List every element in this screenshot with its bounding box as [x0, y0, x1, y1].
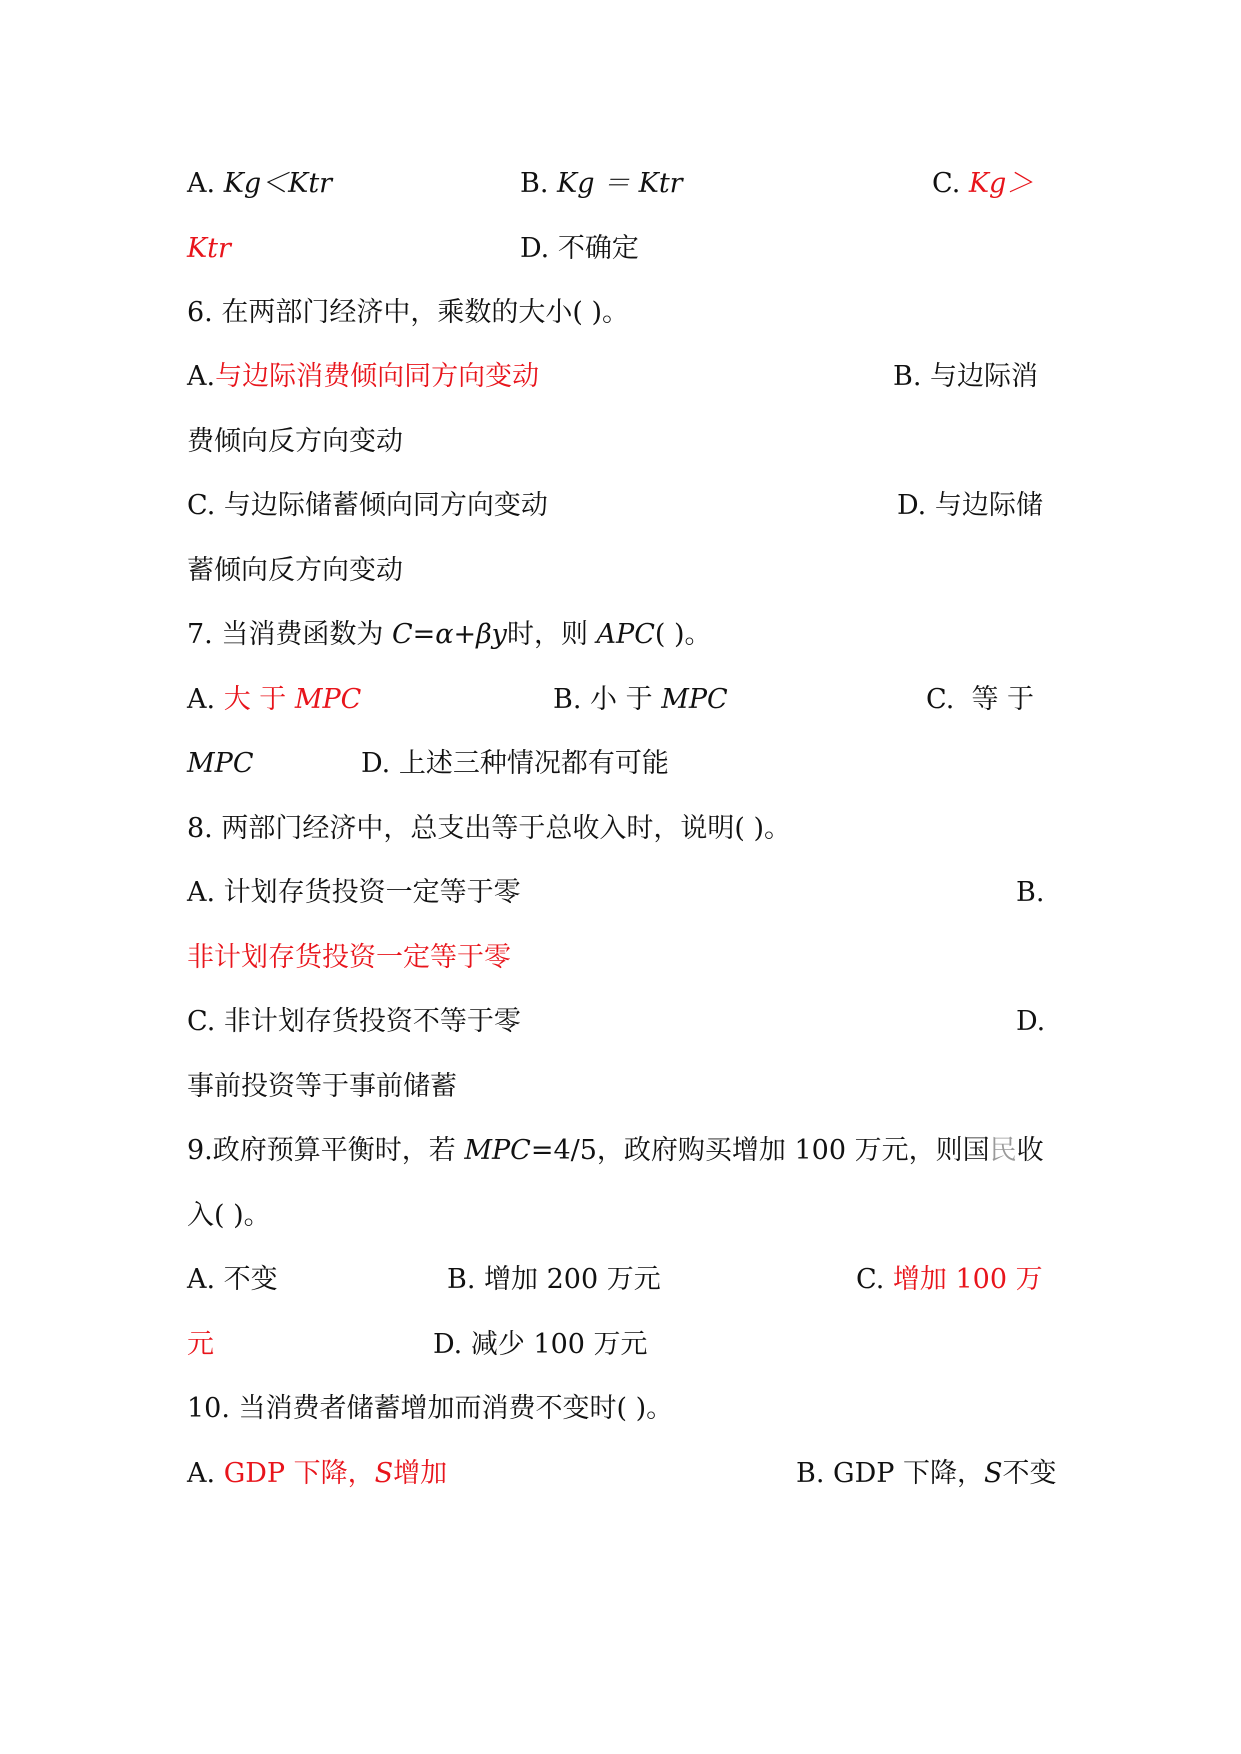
q9-options-line1 [187, 1260, 1067, 1300]
q7-option-b: B. 小 于 MPC [553, 684, 728, 715]
q8-option-d: 事前投资等于事前储蓄 [187, 1071, 457, 1102]
q9-stem-continuation: 入( )。 [187, 1200, 271, 1231]
q7-options-line1 [187, 680, 1067, 720]
q9-option-a: A. 不变 [187, 1264, 278, 1295]
q8-option-c: C. 非计划存货投资不等于零 [187, 1006, 521, 1037]
q6-option-b: B. 与边际消 [893, 361, 1039, 392]
q8-options-line3 [187, 1002, 1067, 1042]
q6-option-b-continuation: 费倾向反方向变动 [187, 426, 403, 457]
q7-option-d: D. 上述三种情况都有可能 [361, 748, 669, 779]
q7-option-c-continuation: MPC [187, 748, 254, 779]
q5-option-c-continuation: Ktr [187, 233, 231, 264]
q6-option-c: C. 与边际储蓄倾向同方向变动 [187, 490, 548, 521]
q8-stem: 8. 两部门经济中，总支出等于总收入时，说明( )。 [187, 813, 791, 844]
q7-stem: 7. 当消费函数为 C=α+βy时，则 APC( )。 [187, 619, 712, 650]
q5-options-line1 [187, 164, 1067, 204]
q6-stem: 6. 在两部门经济中，乘数的大小( )。 [187, 297, 629, 328]
q7-formula: C=α+βy [391, 619, 507, 650]
q5-option-c: C. Kg＞ [932, 168, 1034, 199]
q6-options-line1 [187, 357, 1067, 397]
q8-option-b-prefix: B. [1016, 877, 1045, 908]
q5-option-d: D. 不确定 [520, 233, 639, 264]
q6-option-d-continuation: 蓄倾向反方向变动 [187, 555, 403, 586]
q5-options-line2 [187, 229, 1067, 269]
q9-stem: 9.政府预算平衡时，若 MPC=4/5，政府购买增加 100 万元，则国民收 [187, 1135, 1044, 1166]
q5-option-a: A. Kg＜Ktr [187, 168, 333, 199]
q9-option-b: B. 增加 200 万元 [447, 1264, 661, 1295]
q8-options-line1 [187, 873, 1067, 913]
q8-option-a: A. 计划存货投资一定等于零 [187, 877, 521, 908]
q7-option-a: A. 大 于 MPC [187, 684, 362, 715]
q9-options-line2 [187, 1325, 1067, 1365]
q9-option-c-continuation: 元 [187, 1329, 214, 1360]
q6-option-a: A.与边际消费倾向同方向变动 [187, 361, 540, 392]
q10-option-b: B. GDP 下降，S不变 [796, 1458, 1057, 1489]
q8-option-b: 非计划存货投资一定等于零 [187, 942, 511, 973]
q6-options-line3 [187, 486, 1067, 526]
q10-options-line1 [187, 1454, 1067, 1494]
q6-option-d: D. 与边际储 [897, 490, 1043, 521]
q10-stem: 10. 当消费者储蓄增加而消费不变时( )。 [187, 1393, 674, 1424]
q5-option-b: B. Kg ＝ Ktr [520, 168, 683, 199]
q9-option-c: C. 增加 100 万 [856, 1264, 1043, 1295]
q7-option-c: C. 等 于 [926, 684, 1035, 715]
q8-option-d-prefix: D. [1016, 1006, 1046, 1037]
q10-option-a: A. GDP 下降，S增加 [187, 1458, 448, 1489]
q9-option-d: D. 减少 100 万元 [433, 1329, 648, 1360]
q7-options-line2 [187, 744, 1067, 784]
